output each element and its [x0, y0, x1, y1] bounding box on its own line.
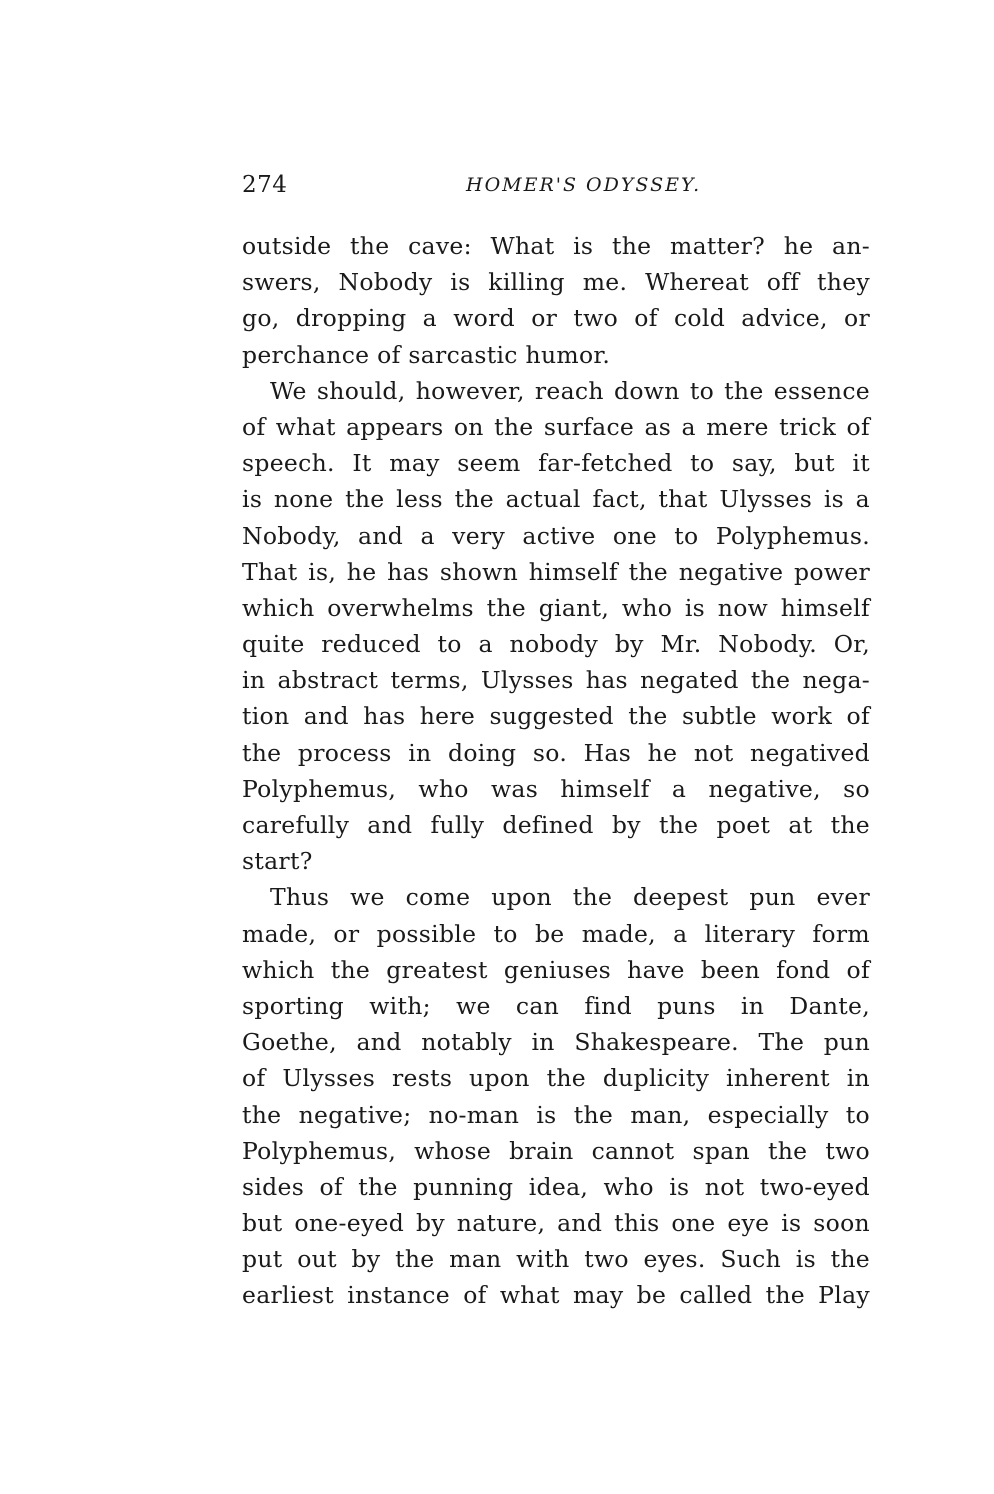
text-line: which overwhelms the giant, who is now himself	[242, 593, 870, 622]
text-line: the negative; no-man is the man, especially to	[242, 1100, 870, 1129]
text-line: of what appears on the surface as a mere trick of	[242, 412, 870, 441]
text-line: perchance of sarcastic humor.	[242, 340, 611, 369]
text-line: sides of the punning idea, who is not two-eyed	[242, 1172, 870, 1201]
text-line: tion and has here suggested the subtle work of	[242, 702, 870, 731]
paragraph	[242, 373, 870, 880]
text-line: the process in doing so. Has he not negatived	[242, 738, 870, 767]
text-line: made, or possible to be made, a literary form	[242, 919, 870, 948]
text-line: is none the less the actual fact, that Ulysses is a	[242, 485, 870, 514]
text-line: Polyphemus, whose brain cannot span the two	[242, 1136, 870, 1165]
text-line: quite reduced to a nobody by Mr. Nobody. Or,	[242, 630, 870, 659]
text-line: outside the cave: What is the matter? he an-	[242, 232, 870, 260]
text-line: which the greatest geniuses have been fond of	[242, 955, 870, 984]
text-line: That is, he has shown himself the negative power	[242, 557, 870, 586]
text-line: sporting with; we can find puns in Dante,	[242, 991, 870, 1020]
text-line: Nobody, and a very active one to Polyphemus.	[242, 521, 870, 550]
text-line: swers, Nobody is killing me. Whereat off they	[242, 268, 870, 297]
page-number: 274	[242, 172, 288, 198]
text-line: in abstract terms, Ulysses has negated the nega-	[242, 666, 870, 695]
text-line: Goethe, and notably in Shakespeare. The pun	[242, 1028, 870, 1057]
text-line: Thus we come upon the deepest pun ever	[270, 883, 870, 912]
text-line: of Ulysses rests upon the duplicity inherent in	[242, 1064, 870, 1093]
running-head	[242, 168, 870, 208]
text-line: We should, however, reach down to the essence	[270, 376, 870, 405]
text-line: carefully and fully defined by the poet at the	[242, 811, 870, 839]
text-line: go, dropping a word or two of cold advice, or	[242, 304, 870, 333]
text-line: but one-eyed by nature, and this one eye is soon	[242, 1209, 870, 1238]
text-line: earliest instance of what may be called the Play	[242, 1281, 870, 1310]
text-line: Polyphemus, who was himself a negative, so	[242, 774, 870, 803]
running-title: HOMER'S ODYSSEY.	[466, 174, 702, 196]
paragraph	[242, 879, 870, 1313]
text-line: speech. It may seem far-fetched to say, but it	[242, 449, 870, 478]
paragraph	[242, 228, 870, 373]
text-line: put out by the man with two eyes. Such is the	[242, 1245, 870, 1274]
body-text	[242, 228, 870, 1314]
text-line: start?	[242, 847, 313, 876]
